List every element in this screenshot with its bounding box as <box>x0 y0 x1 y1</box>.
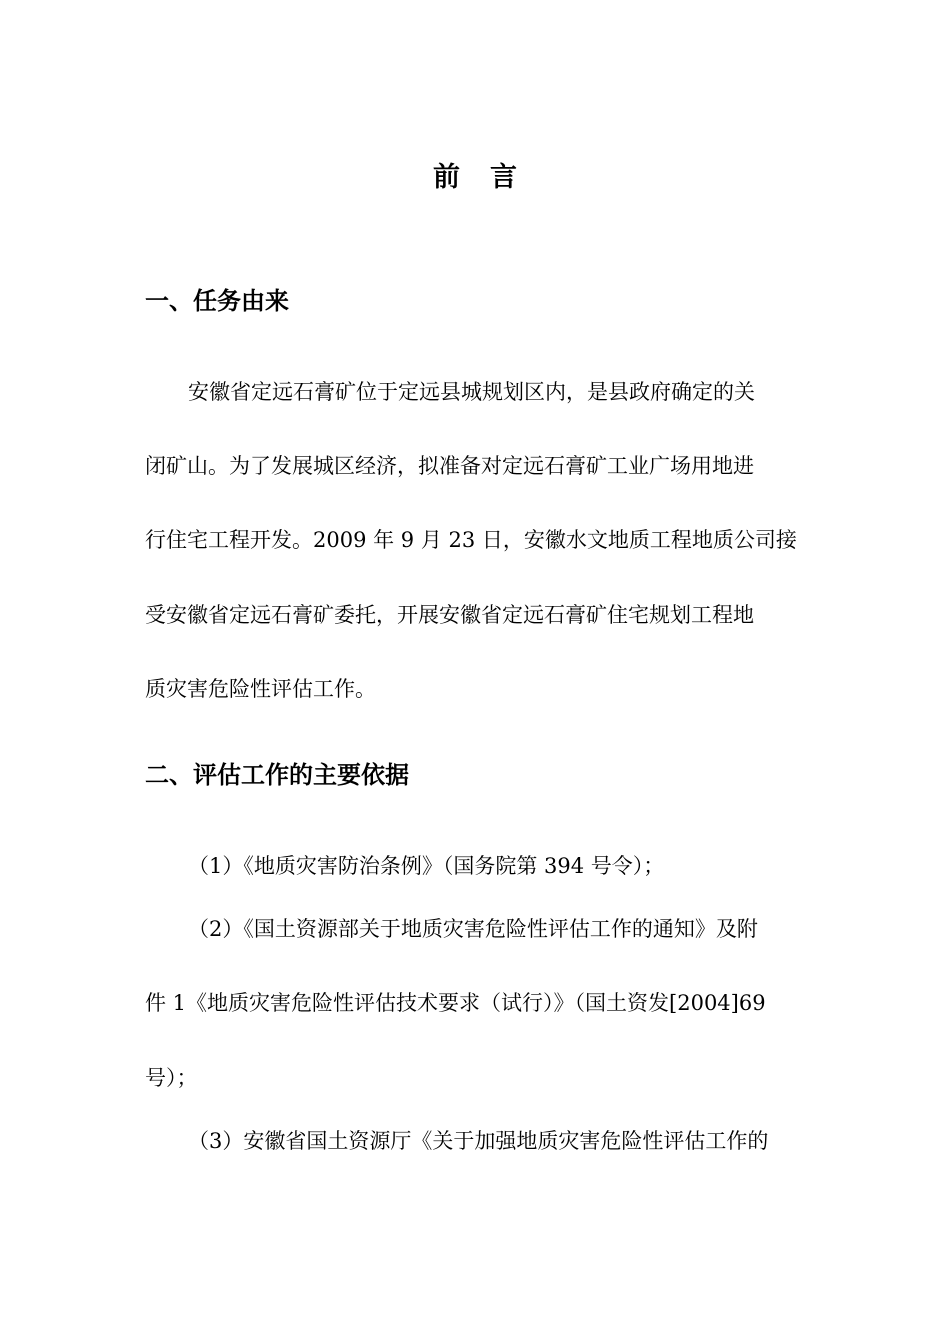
paragraph-line: 安徽省定远石膏矿位于定远县城规划区内，是县政府确定的关 <box>188 380 755 404</box>
list-item-continuation: 号）； <box>145 1066 198 1090</box>
list-item: （3）安徽省国土资源厅《关于加强地质灾害危险性评估工作的 <box>188 1129 769 1153</box>
page-title-char-2: 言 <box>490 162 517 193</box>
list-item: （2）《国土资源部关于地质灾害危险性评估工作的通知》及附 <box>188 917 758 941</box>
paragraph-line: 闭矿山。为了发展城区经济，拟准备对定远石膏矿工业广场用地进 <box>145 454 754 478</box>
list-item: （1）《地质灾害防治条例》（国务院第 394 号令）； <box>188 854 665 878</box>
paragraph-line: 受安徽省定远石膏矿委托，开展安徽省定远石膏矿住宅规划工程地 <box>145 603 754 627</box>
paragraph-line: 质灾害危险性评估工作。 <box>145 677 376 701</box>
page-title-char-1: 前 <box>433 162 460 193</box>
paragraph-line: 行住宅工程开发。2009 年 9 月 23 日，安徽水文地质工程地质公司接 <box>145 528 797 552</box>
page-title <box>0 158 950 198</box>
list-item-continuation: 件 1《地质灾害危险性评估技术要求（试行）》（国土资发[2004]69 <box>145 991 766 1015</box>
section-heading-basis: 二、评估工作的主要依据 <box>145 761 409 789</box>
section-heading-task-origin: 一、任务由来 <box>145 287 289 315</box>
